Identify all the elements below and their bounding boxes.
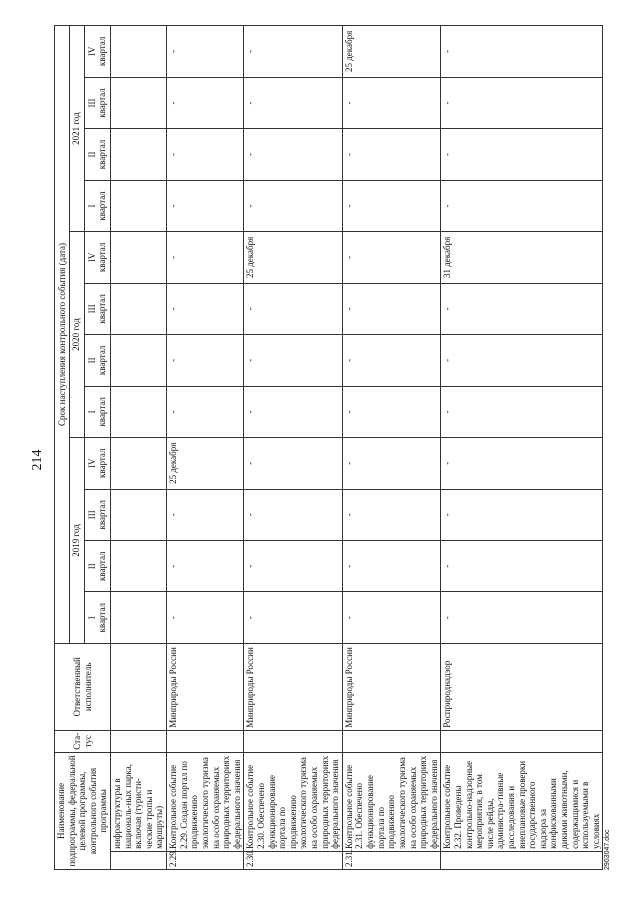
quarter-word: квартал bbox=[97, 397, 108, 427]
year-header: 2020 год bbox=[69, 232, 84, 438]
responsible-executor: Минприроды России bbox=[342, 643, 440, 730]
responsible-executor: Росприроднадзор bbox=[441, 643, 603, 730]
deadline-cell bbox=[111, 540, 167, 591]
row-number bbox=[111, 851, 167, 869]
deadline-cell: - bbox=[441, 129, 603, 180]
deadline-cell: - bbox=[342, 438, 440, 489]
table-row bbox=[441, 26, 603, 870]
year-header: 2019 год bbox=[69, 438, 84, 644]
deadline-cell: - bbox=[167, 129, 244, 180]
deadline-cell: 31 декабря bbox=[441, 232, 603, 283]
quarter-word: квартал bbox=[97, 500, 108, 530]
event-status bbox=[342, 730, 440, 752]
event-status bbox=[244, 730, 342, 752]
responsible-executor bbox=[111, 643, 167, 730]
deadline-cell: - bbox=[441, 180, 603, 231]
table-row bbox=[111, 26, 167, 870]
quarter-header bbox=[84, 438, 110, 489]
event-name: Контрольное событие 2.32. Проведены контрольно-надзорные мероприятия, в том числе рейды, администра-тивные расследования и внеплановые проверки государственного надзора за конфискованными дикими животными, содержащимися и используемыми в условиях bbox=[441, 752, 603, 851]
deadline-cell: - bbox=[244, 540, 342, 591]
quarter-word: квартал bbox=[97, 242, 108, 273]
deadline-cell: - bbox=[342, 77, 440, 128]
deadline-cell bbox=[111, 489, 167, 540]
table-body bbox=[111, 26, 603, 870]
event-name: Контрольное событие 2.31. Обеспечено функционирование портала по продвижению экологического туризма на особо охраняемых природных территориях федерального значения bbox=[342, 752, 440, 851]
deadline-cell: 25 декабря bbox=[342, 26, 440, 78]
deadline-cell: - bbox=[441, 438, 603, 489]
row-number bbox=[441, 851, 603, 869]
deadline-cell: - bbox=[244, 592, 342, 643]
table-header bbox=[55, 26, 111, 870]
table-row bbox=[167, 26, 244, 870]
event-name: инфраструктуры в националь-ных парка, включая (туристи-ческие тропы и маршруты) bbox=[111, 752, 167, 851]
quarter-number: IV bbox=[86, 458, 97, 469]
quarter-number: I bbox=[86, 616, 97, 620]
deadline-cell: - bbox=[167, 540, 244, 591]
quarter-header bbox=[84, 26, 110, 78]
deadline-cell: - bbox=[167, 26, 244, 78]
quarter-number: II bbox=[86, 151, 97, 158]
deadline-cell: - bbox=[441, 283, 603, 334]
deadline-cell: - bbox=[441, 26, 603, 78]
deadline-cell bbox=[111, 232, 167, 283]
table-row bbox=[342, 26, 440, 870]
deadline-cell: - bbox=[441, 489, 603, 540]
deadline-cell bbox=[111, 438, 167, 489]
deadline-cell bbox=[111, 335, 167, 386]
deadline-cell bbox=[111, 386, 167, 437]
row-number: 2.31. bbox=[342, 851, 440, 869]
deadline-cell: - bbox=[244, 283, 342, 334]
deadline-cell: - bbox=[244, 386, 342, 437]
quarter-word: квартал bbox=[97, 602, 108, 633]
deadline-cell: - bbox=[244, 489, 342, 540]
deadline-cell: - bbox=[342, 283, 440, 334]
event-name: Контрольное событие 2.29. Создан портал по продвижению экологического туризма на особо охраняемых природных территориях федерального значения bbox=[167, 752, 244, 851]
deadline-cell: - bbox=[167, 335, 244, 386]
year-header: 2021 год bbox=[69, 26, 84, 232]
deadline-cell bbox=[111, 26, 167, 78]
deadline-cell: 25 декабря bbox=[244, 232, 342, 283]
quarter-number: I bbox=[86, 204, 97, 208]
quarter-header bbox=[84, 335, 110, 386]
deadline-cell: - bbox=[342, 489, 440, 540]
quarter-header bbox=[84, 180, 110, 231]
deadline-cell: - bbox=[342, 592, 440, 643]
quarter-number: I bbox=[86, 410, 97, 414]
quarter-number: III bbox=[86, 98, 97, 108]
deadline-cell: - bbox=[342, 540, 440, 591]
quarter-number: III bbox=[86, 304, 97, 314]
deadline-cell: - bbox=[441, 540, 603, 591]
deadline-cell: - bbox=[441, 386, 603, 437]
quarter-number: IV bbox=[86, 46, 97, 57]
header-status: Ста-тус bbox=[55, 730, 111, 752]
event-status bbox=[441, 730, 603, 752]
deadline-cell: - bbox=[244, 335, 342, 386]
deadline-cell: - bbox=[167, 283, 244, 334]
header-deadline: Срок наступления контрольного события (дата) bbox=[55, 26, 70, 644]
deadline-cell: - bbox=[167, 77, 244, 128]
event-status bbox=[167, 730, 244, 752]
deadline-cell bbox=[111, 283, 167, 334]
quarter-number: IV bbox=[86, 252, 97, 263]
quarter-word: квартал bbox=[97, 36, 108, 67]
deadline-cell: - bbox=[244, 77, 342, 128]
deadline-cell: - bbox=[342, 180, 440, 231]
deadline-cell: - bbox=[244, 26, 342, 78]
quarter-header bbox=[84, 283, 110, 334]
quarter-number: III bbox=[86, 510, 97, 520]
deadline-cell bbox=[111, 180, 167, 231]
row-number: 2.29. bbox=[167, 851, 244, 869]
page-number: 214 bbox=[30, 449, 45, 471]
quarter-header bbox=[84, 540, 110, 591]
header-name: Наименование подпрограммы, федеральной целевой программы, контрольного события программы bbox=[55, 752, 111, 869]
quarter-word: квартал bbox=[97, 294, 108, 324]
deadline-cell: 25 декабря bbox=[167, 438, 244, 489]
quarter-word: квартал bbox=[97, 191, 108, 221]
deadline-cell bbox=[111, 592, 167, 643]
quarter-header bbox=[84, 386, 110, 437]
event-status bbox=[111, 730, 167, 752]
deadline-cell: - bbox=[342, 232, 440, 283]
deadline-cell: - bbox=[244, 438, 342, 489]
quarter-header bbox=[84, 592, 110, 643]
deadline-cell: - bbox=[441, 592, 603, 643]
quarter-header bbox=[84, 77, 110, 128]
deadline-cell bbox=[111, 77, 167, 128]
header-responsible: Ответственный исполнитель bbox=[55, 643, 111, 730]
responsible-executor: Минприроды России bbox=[167, 643, 244, 730]
deadline-cell: - bbox=[342, 129, 440, 180]
control-events-table bbox=[54, 25, 603, 870]
quarter-number: II bbox=[86, 357, 97, 364]
quarter-number: II bbox=[86, 563, 97, 570]
deadline-cell: - bbox=[441, 335, 603, 386]
deadline-cell: - bbox=[342, 335, 440, 386]
event-name: Контрольное событие 2.30. Обеспечено функционирование портала по продвижению экологического туризма на особо охраняемых природных территориях федерального значения bbox=[244, 752, 342, 851]
quarter-word: квартал bbox=[97, 551, 108, 581]
deadline-cell: - bbox=[441, 77, 603, 128]
deadline-cell: - bbox=[167, 386, 244, 437]
deadline-cell: - bbox=[342, 386, 440, 437]
deadline-cell: - bbox=[244, 180, 342, 231]
deadline-cell: - bbox=[167, 232, 244, 283]
quarter-word: квартал bbox=[97, 448, 108, 479]
footer-filename: 2903047.doc bbox=[604, 829, 611, 870]
quarter-header bbox=[84, 489, 110, 540]
responsible-executor: Минприроды России bbox=[244, 643, 342, 730]
deadline-cell bbox=[111, 129, 167, 180]
document-page bbox=[20, 25, 620, 870]
quarter-header bbox=[84, 129, 110, 180]
deadline-cell: - bbox=[167, 489, 244, 540]
deadline-cell: - bbox=[244, 129, 342, 180]
row-number: 2.30. bbox=[244, 851, 342, 869]
quarter-word: квартал bbox=[97, 139, 108, 170]
table-row bbox=[244, 26, 342, 870]
quarter-word: квартал bbox=[97, 88, 108, 118]
deadline-cell: - bbox=[167, 180, 244, 231]
deadline-cell: - bbox=[167, 592, 244, 643]
quarter-header bbox=[84, 232, 110, 283]
quarter-word: квартал bbox=[97, 345, 108, 376]
